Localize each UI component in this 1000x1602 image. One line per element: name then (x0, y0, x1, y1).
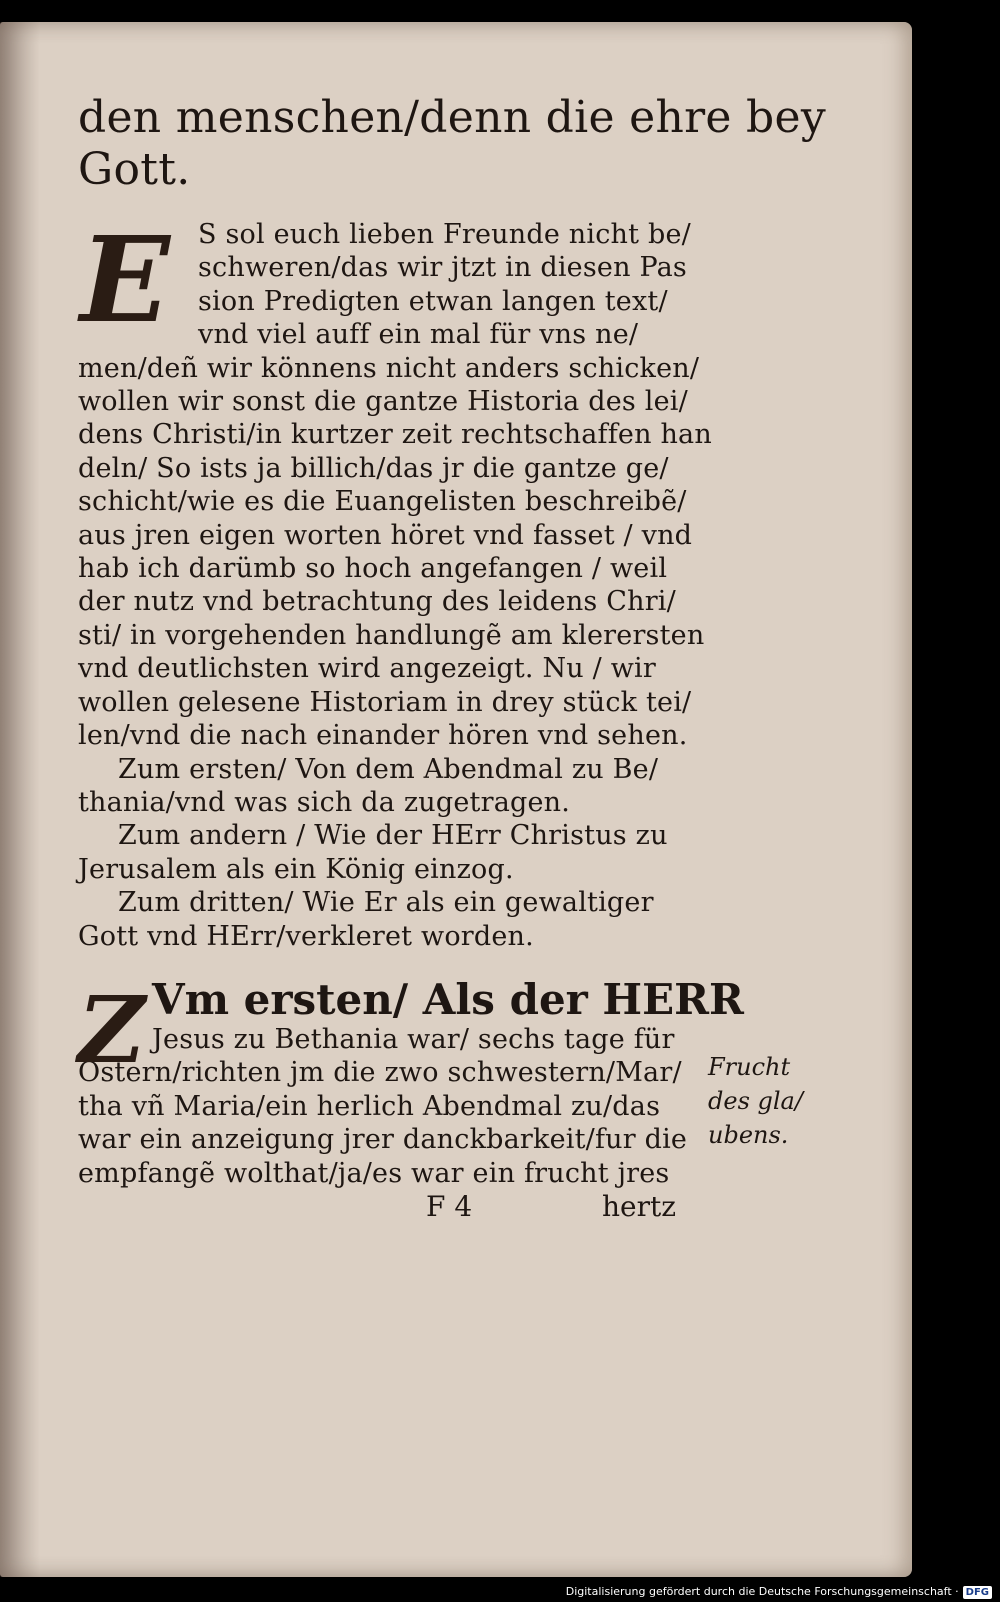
paragraph-line: sion Predigten etwan langen text/ (198, 285, 668, 317)
dfg-logo: DFG (963, 1586, 992, 1599)
paragraph-line: deln/ So ists ja billich/das jr die gantze ge/ (78, 452, 669, 484)
paragraph-line: wollen wir sonst die gantze Historia des lei/ (78, 386, 688, 418)
section-line: Jesus zu Bethania war/ sechs tage für (152, 1023, 675, 1055)
paragraph-line: wollen gelesene Historiam in drey stück tei/ (78, 686, 692, 718)
heading-line-1: den menschen/denn die ehre bey (78, 92, 827, 143)
paragraph-line: vnd deutlichsten wird angezeigt. Nu / wir (78, 653, 656, 685)
catchword: hertz (602, 1189, 676, 1223)
paragraph-line: hab ich darümb so hoch angefangen / weil (78, 553, 668, 585)
paragraph-line: der nutz vnd betrachtung des leidens Chri/ (78, 586, 676, 618)
list-item-line: Zum andern / Wie der HErr Christus zu (118, 820, 668, 852)
margin-note-line: Frucht (708, 1053, 791, 1081)
section-line: Ostern/richten jm die zwo schwestern/Mar/ (78, 1057, 682, 1089)
paragraph-line: sti/ in vorgehenden handlungẽ am klerersten (78, 619, 705, 651)
paragraph-line: men/deñ wir könnens nicht anders schicken/ (78, 352, 700, 384)
list-item-line: Zum ersten/ Von dem Abendmal zu Be/ (118, 753, 659, 785)
paragraph-line: vnd viel auff ein mal für vns ne/ (198, 319, 639, 351)
margin-note-line: des gla/ (708, 1087, 803, 1115)
section-line: war ein anzeigung jrer danckbarkeit/fur die (78, 1124, 688, 1156)
digitization-credit (566, 1584, 992, 1600)
list-item-line: Gott vnd HErr/verkleret worden. (78, 920, 534, 952)
paragraph-line: aus jren eigen worten höret vnd fasset / vnd (78, 519, 693, 551)
decorated-initial: E (80, 210, 170, 349)
section-title: Vm ersten/ Als der HERR (152, 974, 744, 1024)
paragraph-line: schweren/das wir jtzt in diesen Pas (198, 252, 687, 284)
section-line: tha vñ Maria/ein herlich Abendmal zu/das (78, 1090, 661, 1122)
paragraph-line: dens Christi/in kurtzer zeit rechtschaffen han (78, 419, 712, 451)
credit-text: Digitalisierung gefördert durch die Deutsche Forschungsgemeinschaft · (565, 1585, 959, 1598)
list-item-line: Zum dritten/ Wie Er als ein gewaltiger (118, 887, 654, 919)
paragraph-line: schicht/wie es die Euangelisten beschreibẽ/ (78, 486, 687, 518)
list-item-line: Jerusalem als ein König einzog. (78, 853, 514, 885)
section-line: empfangẽ wolthat/ja/es war ein frucht jres (78, 1157, 670, 1189)
book-page (0, 22, 912, 1577)
heading-line-2: Gott. (78, 144, 191, 195)
paragraph-line: len/vnd die nach einander hören vnd sehen. (78, 720, 688, 752)
page-footer-row (78, 1190, 718, 1230)
section-initial: Z (78, 976, 146, 1084)
paragraph-line: S sol euch lieben Freunde nicht be/ (198, 219, 691, 250)
margin-note-line: ubens. (708, 1121, 789, 1149)
list-item-line: thania/vnd was sich da zugetragen. (78, 786, 571, 818)
margin-note (708, 1050, 808, 1152)
signature-mark: F 4 (426, 1189, 473, 1223)
